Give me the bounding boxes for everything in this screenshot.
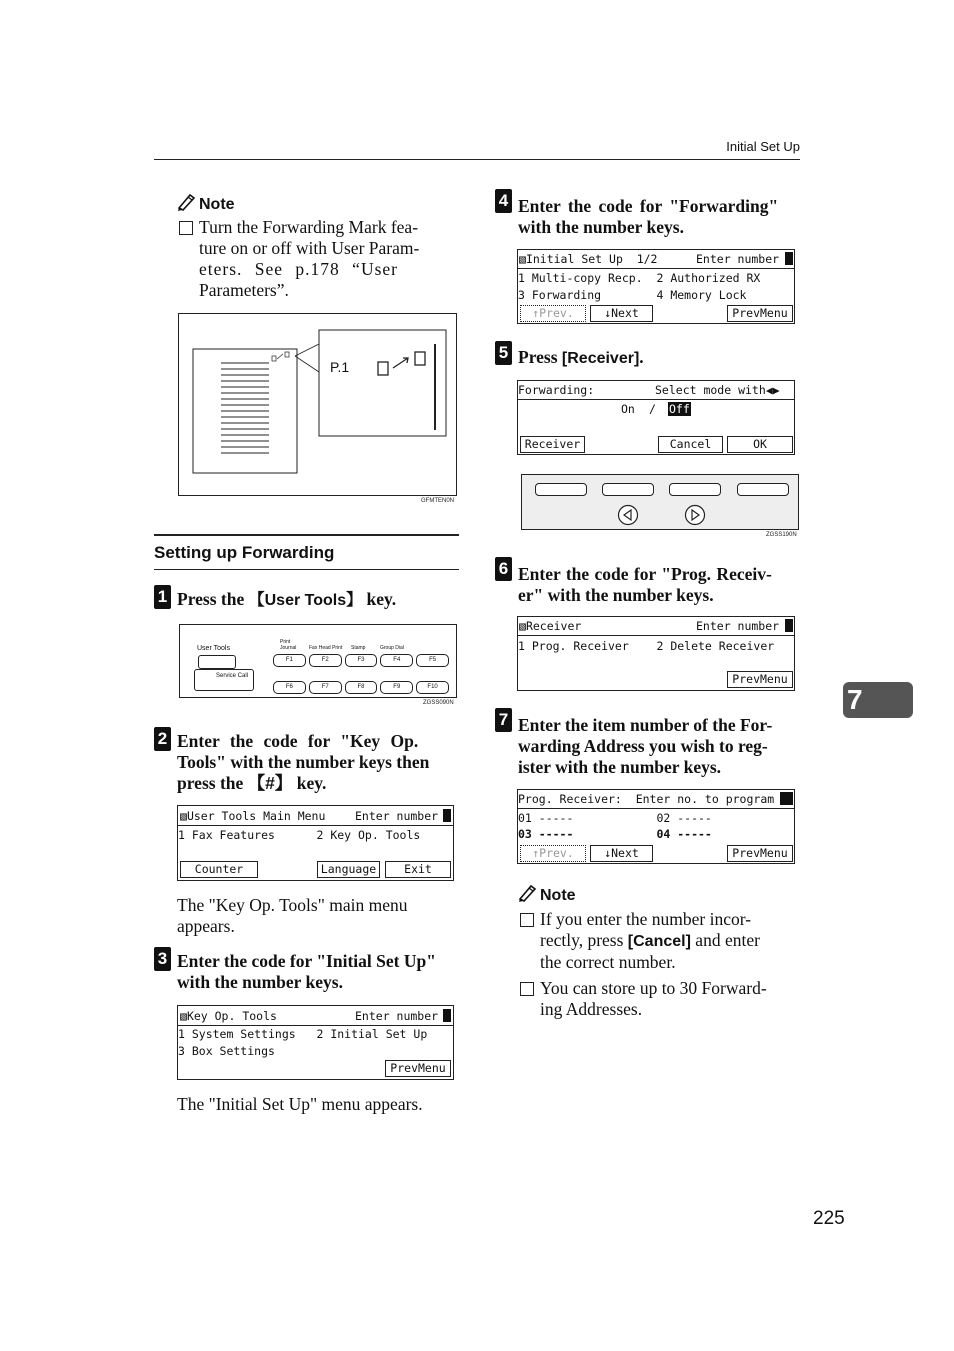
- prev-menu-button[interactable]: PrevMenu: [727, 671, 793, 688]
- section-rule-top: [154, 534, 459, 536]
- lcd-title: ▧Key Op. Tools: [180, 1009, 277, 1023]
- note-icon: [518, 884, 538, 907]
- prev-button[interactable]: ↑Prev.: [520, 845, 586, 862]
- on-option[interactable]: On: [621, 402, 635, 416]
- header-rule: [154, 159, 800, 160]
- function-key[interactable]: F9: [380, 681, 413, 694]
- selection-key[interactable]: [602, 483, 654, 496]
- next-button[interactable]: ↓Next: [590, 845, 653, 862]
- scroll-right-key[interactable]: [684, 504, 706, 531]
- step-instruction: Enter the item number of the For- warding Address you wish to reg- ister with the number keys.: [518, 715, 773, 777]
- right-arrow-icon: ▶: [772, 383, 780, 397]
- receiver-key: [Receiver]: [561, 350, 640, 367]
- lcd-divider: [178, 825, 453, 826]
- lcd-prompt: Enter number: [355, 809, 439, 823]
- function-key[interactable]: F2: [309, 654, 342, 667]
- function-key[interactable]: F10: [416, 681, 449, 694]
- note-bullet-box: [520, 982, 534, 996]
- function-key[interactable]: F8: [345, 681, 378, 694]
- step-number: 5: [495, 341, 512, 365]
- lcd-divider: [178, 1025, 453, 1026]
- page-label: P.1: [330, 359, 350, 375]
- selection-keys-panel: [521, 474, 799, 530]
- function-key[interactable]: F4: [380, 654, 413, 667]
- step-instruction: Press [Receiver].: [518, 347, 644, 367]
- left-arrow-icon: ◀: [765, 383, 773, 397]
- selection-key[interactable]: [535, 483, 587, 496]
- function-key[interactable]: F1: [273, 654, 306, 667]
- figure-code: ZGSS090N: [423, 700, 454, 706]
- step-number: 2: [154, 727, 171, 751]
- counter-button[interactable]: Counter: [180, 861, 258, 878]
- user-tools-label: User Tools: [197, 645, 230, 652]
- lcd-menu-line: 1 Fax Features 2 Key Op. Tools: [178, 828, 421, 842]
- lcd-divider: [518, 268, 794, 269]
- step-number: 6: [495, 557, 512, 581]
- lcd-title: ▧User Tools Main Menu: [180, 809, 326, 823]
- lcd-display: [517, 616, 795, 691]
- lcd-display: [517, 789, 795, 864]
- lcd-menu-line: 1 Prog. Receiver 2 Delete Receiver: [518, 639, 775, 653]
- note-icon: [177, 193, 197, 216]
- page-number: 225: [813, 1208, 845, 1229]
- user-tools-key: 【User Tools】: [248, 592, 363, 609]
- note-title: Note: [540, 887, 576, 904]
- scroll-left-key[interactable]: [617, 504, 639, 531]
- operation-panel: [179, 624, 457, 698]
- prev-menu-button[interactable]: PrevMenu: [727, 845, 793, 862]
- function-key[interactable]: F6: [273, 681, 306, 694]
- user-tools-key-button[interactable]: [198, 655, 236, 669]
- option-separator: /: [649, 402, 656, 416]
- exit-button[interactable]: Exit: [385, 861, 451, 878]
- step-number: 4: [495, 189, 512, 213]
- lcd-menu-line: 1 Multi-copy Recp. 2 Authorized RX: [518, 271, 761, 285]
- prev-menu-button[interactable]: PrevMenu: [727, 305, 793, 322]
- step-instruction: Press the 【User Tools】 key.: [177, 589, 397, 609]
- lcd-entry-line: 01 ----- 02 -----: [518, 811, 712, 825]
- step-instruction: Enter the code for "Initial Set Up" with the number keys.: [177, 951, 436, 992]
- lcd-display: [517, 249, 795, 324]
- lcd-prompt: Enter number: [696, 619, 780, 633]
- note-title: Note: [199, 196, 235, 213]
- lcd-divider: [518, 635, 794, 636]
- function-keys-bottom: [273, 681, 449, 694]
- lcd-prompt: Enter number: [355, 1009, 439, 1023]
- forwarding-mark-illustration: [179, 314, 456, 495]
- section-title: Setting up Forwarding: [154, 543, 335, 562]
- note-bullet-box: [520, 913, 534, 927]
- lcd-cursor: [443, 809, 451, 822]
- prev-button[interactable]: ↑Prev.: [520, 305, 586, 322]
- step-result-text: The "Initial Set Up" menu appears.: [177, 1094, 423, 1114]
- next-button[interactable]: ↓Next: [590, 305, 653, 322]
- lcd-cursor: [443, 1009, 451, 1022]
- print-journal-label: Print Journal: [280, 639, 297, 651]
- language-button[interactable]: Language: [317, 861, 380, 878]
- lcd-display: [517, 380, 795, 455]
- section-rule-bottom: [154, 569, 459, 570]
- prev-menu-button[interactable]: PrevMenu: [385, 1060, 451, 1077]
- lcd-menu-line: 1 System Settings 2 Initial Set Up: [178, 1027, 428, 1041]
- step-number: 7: [495, 708, 512, 732]
- chapter-tab: 7: [843, 682, 913, 718]
- lcd-cursor: [780, 792, 793, 805]
- lcd-display: [177, 1005, 454, 1080]
- lcd-menu-line: 3 Box Settings: [178, 1044, 275, 1058]
- lcd-cursor: [785, 252, 793, 265]
- step-instruction: Enter the code for "Prog. Receiv- er" with the number keys.: [518, 564, 772, 605]
- running-header: Initial Set Up: [726, 139, 800, 154]
- forwarding-mark-figure: [178, 313, 457, 496]
- function-keys-top: [273, 654, 449, 667]
- group-dial-label: Group Dial: [380, 645, 404, 651]
- receiver-button[interactable]: Receiver: [520, 436, 585, 453]
- lcd-display: [177, 805, 454, 881]
- lcd-prompt: Enter number: [696, 252, 780, 266]
- right-triangle-icon: [684, 504, 706, 526]
- note-text: You can store up to 30 Forward- ing Addresses.: [540, 978, 767, 1019]
- lcd-menu-line: 3 Forwarding 4 Memory Lock: [518, 288, 747, 302]
- lcd-title: Prog. Receiver: Enter no. to program: [518, 792, 775, 806]
- lcd-title: ▧Initial Set Up 1/2: [519, 252, 658, 266]
- step-instruction: Enter the code for "Forwarding" with the number keys.: [518, 196, 779, 237]
- stamp-label: Stamp: [351, 645, 366, 651]
- function-key[interactable]: F3: [345, 654, 378, 667]
- lcd-title: Forwarding:: [518, 383, 595, 397]
- function-key[interactable]: F7: [309, 681, 342, 694]
- fax-head-print-label: Fax Head Print: [309, 645, 343, 651]
- function-key[interactable]: F5: [416, 654, 449, 667]
- lcd-title: ▧Receiver: [519, 619, 582, 633]
- lcd-divider: [518, 399, 794, 400]
- step-result-text: The "Key Op. Tools" main menu appears.: [177, 895, 408, 936]
- selection-key[interactable]: [669, 483, 721, 496]
- lcd-entry-line: 03 ----- 04 -----: [518, 827, 712, 841]
- lcd-cursor: [785, 619, 793, 632]
- step-instruction: Enter the code for "Key Op. Tools" with the number keys then press the 【#】 key.: [177, 731, 430, 793]
- note-text: Turn the Forwarding Mark fea- ture on or off with User Param- eters. See p.178 “User Parameters”.: [199, 217, 420, 300]
- off-option[interactable]: Off: [669, 402, 690, 416]
- cancel-key: [Cancel]: [627, 933, 691, 950]
- left-triangle-icon: [617, 504, 639, 526]
- lcd-prompt: Select mode with◀▶: [655, 383, 780, 397]
- lcd-divider: [518, 808, 794, 809]
- figure-code: GFMTEN0N: [421, 498, 454, 504]
- ok-button[interactable]: OK: [727, 436, 793, 453]
- step-number: 3: [154, 947, 171, 971]
- note-text: If you enter the number incor- rectly, press [Cancel] and enter the correct number.: [540, 909, 760, 972]
- note-bullet-box: [179, 221, 193, 235]
- cancel-button[interactable]: Cancel: [658, 436, 723, 453]
- selection-key[interactable]: [737, 483, 789, 496]
- figure-code: ZGSS190N: [766, 532, 797, 538]
- service-call-label: Service Call: [216, 673, 249, 679]
- hash-key: 【#】: [247, 773, 293, 793]
- step-number: 1: [154, 585, 171, 609]
